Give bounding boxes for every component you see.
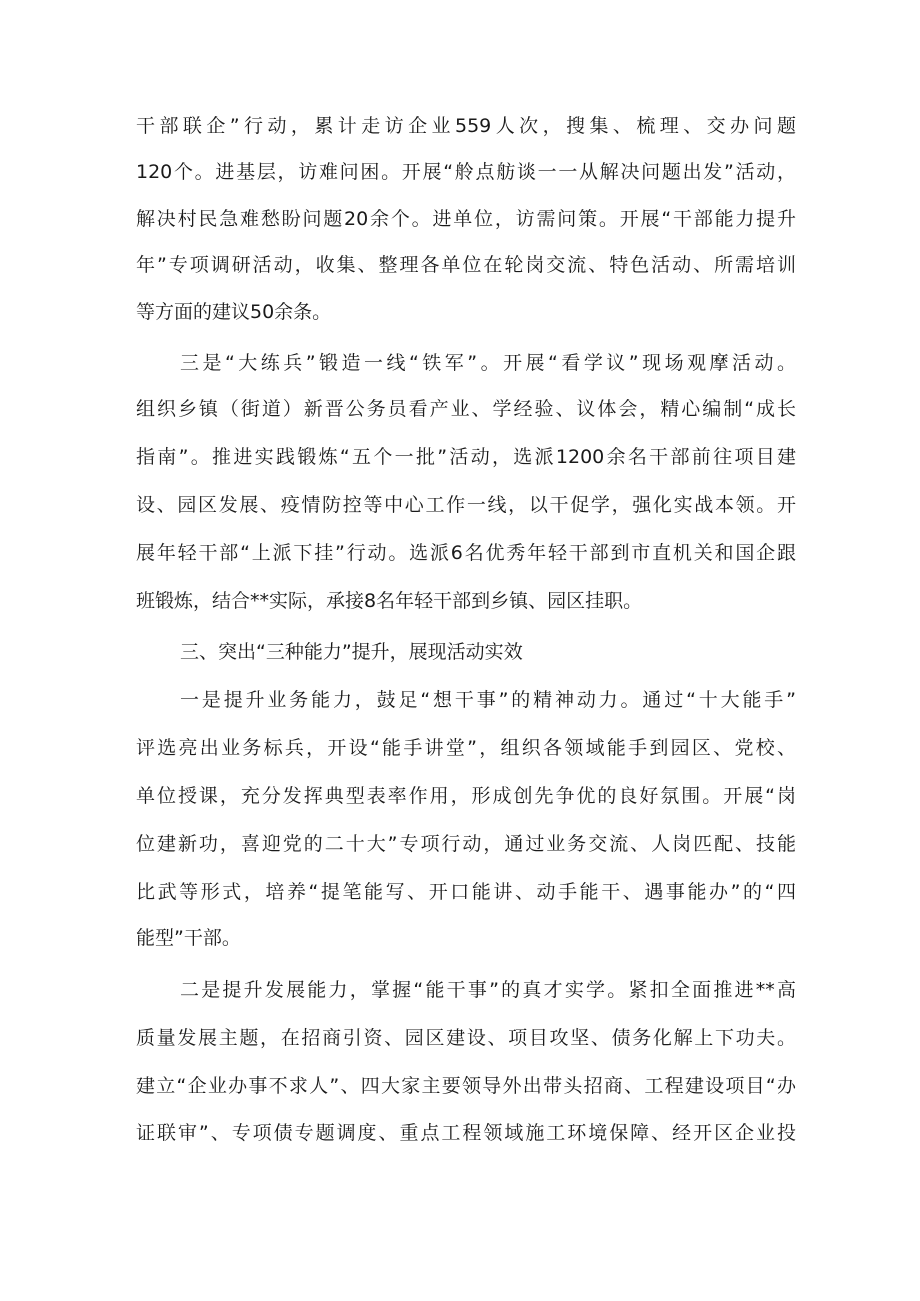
section-heading: 三、突出“三种能力”提升，展现活动实效 xyxy=(180,641,523,663)
paragraph-line: 班锻炼，结合**实际，承接8名年轻干部到乡镇、园区挂职。 xyxy=(136,590,643,612)
paragraph-line: 证联审”、专项债专题调度、重点工程领域施工环境保障、经开区企业投 xyxy=(136,1122,796,1144)
paragraph-line: 展年轻干部“上派下挂”行动。选派6名优秀年轻干部到市直机关和国企跟 xyxy=(136,542,796,564)
paragraph-line: 能型”干部。 xyxy=(136,927,241,949)
paragraph-line: 建立“企业办事不求人”、四大家主要领导外出带头招商、工程建设项目“办 xyxy=(136,1075,796,1097)
paragraph-line: 设、园区发展、疫情防控等中心工作一线，以干促学，强化实战本领。开 xyxy=(136,494,796,516)
paragraph-line: 位建新功，喜迎党的二十大”专项行动，通过业务交流、人岗匹配、技能 xyxy=(136,833,796,855)
paragraph-line: 干部联企”行动，累计走访企业559人次，搜集、梳理、交办问题 xyxy=(136,115,796,137)
paragraph-line: 等方面的建议50余条。 xyxy=(136,301,332,323)
paragraph-line: 单位授课，充分发挥典型表率作用，形成创先争优的良好氛围。开展“岗 xyxy=(136,785,796,807)
paragraph-line: 一是提升业务能力，鼓足“想干事”的精神动力。通过“十大能手” xyxy=(180,689,796,711)
paragraph-line: 组织乡镇（街道）新晋公务员看产业、学经验、议体会，精心编制“成长 xyxy=(136,398,796,420)
paragraph-line: 评选亮出业务标兵，开设“能手讲堂”，组织各领域能手到园区、党校、 xyxy=(136,737,796,759)
paragraph-line: 三是“大练兵”锻造一线“铁军”。开展“看学议”现场观摩活动。 xyxy=(180,352,796,374)
paragraph-line: 二是提升发展能力，掌握“能干事”的真才实学。紧扣全面推进**高 xyxy=(180,979,796,1001)
paragraph-line: 120个。进基层，访难问困。开展“舲点舫谈一一从解决问题出发”活动， xyxy=(136,161,796,183)
paragraph-line: 比武等形式，培养“提笔能写、开口能讲、动手能干、遇事能办”的“四 xyxy=(136,881,796,903)
paragraph-line: 质量发展主题，在招商引资、园区建设、项目攻坚、债务化解上下功夫。 xyxy=(136,1027,796,1049)
paragraph-line: 解决村民急难愁盼问题20余个。进单位，访需问策。开展“干部能力提升 xyxy=(136,208,796,230)
paragraph-line: 指南”。推进实践锻炼“五个一批”活动，选派1200余名干部前往项目建 xyxy=(136,446,796,468)
paragraph-line: 年”专项调研活动，收集、整理各单位在轮岗交流、特色活动、所需培训 xyxy=(136,254,796,276)
